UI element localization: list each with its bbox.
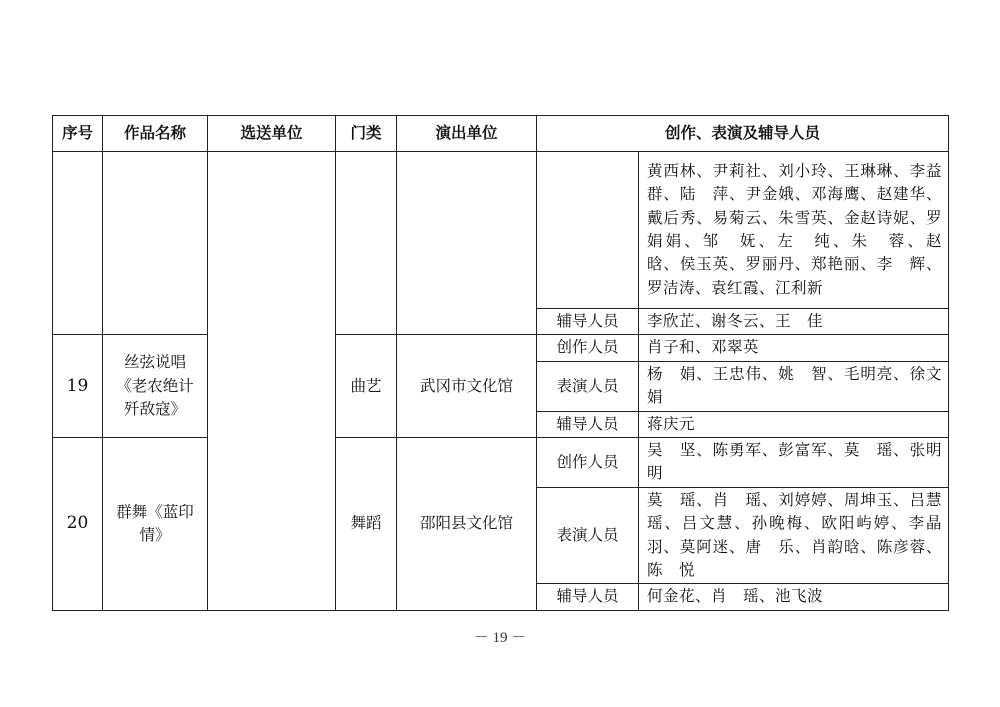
cont-no-cell (53, 152, 103, 335)
entry20-no: 20 (53, 438, 103, 611)
entry19-perform-role: 表演人员 (537, 361, 639, 411)
header-work: 作品名称 (103, 116, 208, 152)
table-row (53, 335, 949, 361)
table-row (53, 438, 949, 488)
entry20-create-names: 吴 坚、陈勇军、彭富军、莫 瑶、张明明 (639, 438, 949, 488)
entry19-tutor-role: 辅导人员 (537, 411, 639, 437)
entry19-create-names: 肖子和、邓翠英 (639, 335, 949, 361)
entry19-work: 丝弦说唱《老农绝计歼敌寇》 (103, 335, 208, 438)
header-staff: 创作、表演及辅导人员 (537, 116, 949, 152)
cont-perform-names: 黄西林、尹莉社、刘小玲、王琳琳、李益群、陆 萍、尹金娥、邓海鹰、赵建华、戴后秀、易菊云、朱雪英、金赵诗妮、罗娟娟、邹 妩、左 纯、朱 蓉、赵 晗、侯玉英、罗丽丹、郑艳丽、李 辉、罗洁涛、袁红霞、江利新 (639, 152, 949, 309)
header-unit: 选送单位 (208, 116, 336, 152)
entry19-performer: 武冈市文化馆 (397, 335, 537, 438)
entry19-no: 19 (53, 335, 103, 438)
entry20-tutor-role: 辅导人员 (537, 584, 639, 610)
cont-perform-role-cell (537, 152, 639, 309)
cont-performer-cell (397, 152, 537, 335)
awards-table (52, 115, 959, 611)
header-no: 序号 (53, 116, 103, 152)
header-row (53, 116, 949, 152)
header-category: 门类 (336, 116, 397, 152)
entry20-tutor-names: 何金花、肖 瑶、池飞波 (639, 584, 949, 610)
table-row (53, 152, 949, 309)
entry20-category: 舞蹈 (336, 438, 397, 611)
entry20-work: 群舞《蓝印情》 (103, 438, 208, 611)
entry20-perform-role: 表演人员 (537, 487, 639, 584)
page-number: － 19 － (473, 630, 527, 646)
entry20-performer: 邵阳县文化馆 (397, 438, 537, 611)
cont-tutor-role: 辅导人员 (537, 309, 639, 335)
entry19-create-role: 创作人员 (537, 335, 639, 361)
header-performer: 演出单位 (397, 116, 537, 152)
entry20-create-role: 创作人员 (537, 438, 639, 488)
entry19-perform-names: 杨 娟、王忠伟、姚 智、毛明亮、徐文娟 (639, 361, 949, 411)
entry19-category: 曲艺 (336, 335, 397, 438)
unit-cell (208, 152, 336, 611)
cont-tutor-names: 李欣芷、谢冬云、王 佳 (639, 309, 949, 335)
cont-work-cell (103, 152, 208, 335)
cont-category-cell (336, 152, 397, 335)
entry20-perform-names: 莫 瑶、肖 瑶、刘婷婷、周坤玉、吕慧瑶、吕文慧、孙晚梅、欧阳屿婷、李晶羽、莫阿迷、唐 乐、肖韵晗、陈彦蓉、陈 悦 (639, 487, 949, 584)
entry19-tutor-names: 蒋庆元 (639, 411, 949, 437)
